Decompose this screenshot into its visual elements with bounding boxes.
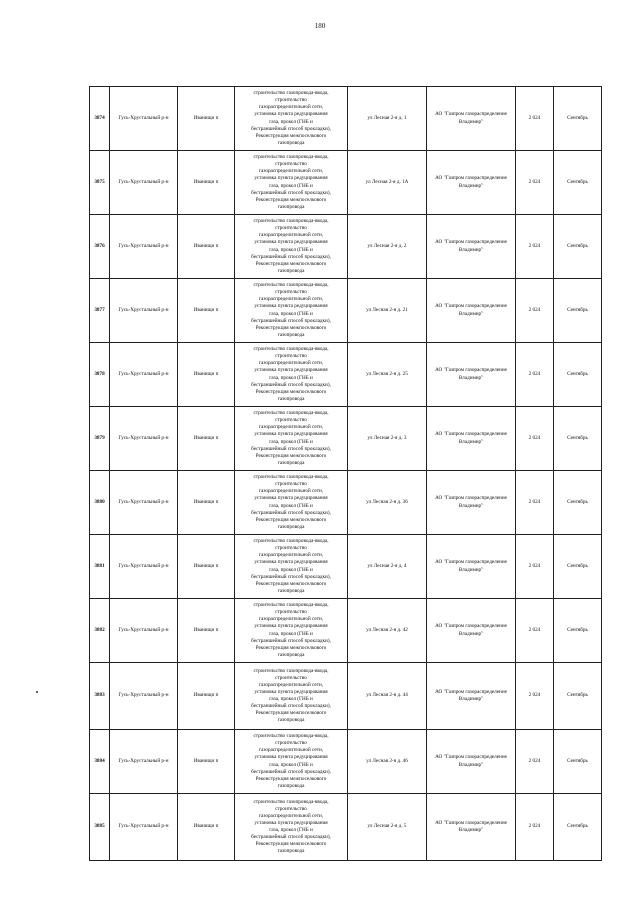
- address-cell: ул Лесная 2-я д. 2: [348, 215, 427, 279]
- work-description-line: газа, прокол (ГНБ и: [269, 438, 313, 445]
- address-cell: ул Лесная 2-я д. 1: [348, 87, 427, 151]
- work-description-line: газораспределительной сети,: [258, 488, 324, 495]
- table-row: [90, 87, 602, 151]
- work-description-line: бестраншейный способ прокладки),: [251, 834, 331, 841]
- work-description-line: установка пункта редуцирования: [254, 559, 328, 566]
- work-description-line: строительство газопровода-ввода,: [253, 538, 329, 545]
- table-row: [90, 407, 602, 471]
- row-number-cell: 3881: [90, 535, 110, 599]
- organization-line: АО "Газпром газораспределение: [435, 754, 507, 761]
- work-description-line: Реконструкция межпоселкового: [255, 196, 327, 203]
- work-description-line: строительство: [275, 417, 307, 424]
- district-cell: Гусь-Хрустальный р-н: [110, 663, 178, 730]
- work-description-line: строительство газопровода-ввода,: [253, 218, 329, 225]
- district-cell: Гусь-Хрустальный р-н: [110, 535, 178, 599]
- work-description-cell: [235, 215, 348, 279]
- table-row: [90, 730, 602, 794]
- settlement-cell: Иванищи п: [178, 730, 235, 794]
- work-description-line: бестраншейный способ прокладки),: [251, 768, 331, 775]
- work-description-line: газопровода: [277, 523, 305, 530]
- work-description-line: газа, прокол (ГНБ и: [269, 502, 313, 509]
- address-cell: ул Лесная 2-я д. 44: [348, 663, 427, 730]
- row-number-cell: 3875: [90, 151, 110, 215]
- work-description-line: установка пункта редуцирования: [254, 431, 328, 438]
- district-cell: Гусь-Хрустальный р-н: [110, 730, 178, 794]
- organization-cell: [427, 599, 516, 663]
- month-cell: Сентябрь: [554, 794, 602, 861]
- work-description-line: установка пункта редуцирования: [254, 303, 328, 310]
- work-description-line: газораспределительной сети,: [258, 104, 324, 111]
- organization-line: АО "Газпром газораспределение: [435, 239, 507, 246]
- organization-line: Владимир": [458, 374, 484, 381]
- work-description-line: Реконструкция межпоселкового: [255, 324, 327, 331]
- row-number-cell: 3877: [90, 279, 110, 343]
- work-description-line: строительство: [275, 481, 307, 488]
- work-description-line: установка пункта редуцирования: [254, 623, 328, 630]
- work-description-line: Реконструкция межпоселкового: [255, 775, 327, 782]
- organization-line: АО "Газпром газораспределение: [435, 111, 507, 118]
- work-description-line: бестраншейный способ прокладки),: [251, 573, 331, 580]
- month-cell: Сентябрь: [554, 599, 602, 663]
- district-cell: Гусь-Хрустальный р-н: [110, 794, 178, 861]
- district-cell: Гусь-Хрустальный р-н: [110, 87, 178, 151]
- settlement-cell: Иванищи п: [178, 663, 235, 730]
- work-description-line: газа, прокол (ГНБ и: [269, 696, 313, 702]
- organization-cell: [427, 471, 516, 535]
- address-cell: ул Лесная 2-я д. 21: [348, 279, 427, 343]
- work-description-line: установка пункта редуцирования: [254, 367, 328, 374]
- district-cell: Гусь-Хрустальный р-н: [110, 151, 178, 215]
- organization-line: Владимир": [458, 118, 484, 125]
- organization-line: АО "Газпром газораспределение: [435, 175, 507, 182]
- work-description-line: бестраншейный способ прокладки),: [251, 253, 331, 260]
- work-description-line: строительство газопровода-ввода,: [253, 410, 329, 417]
- work-description-line: газораспределительной сети,: [258, 552, 324, 559]
- work-description-line: установка пункта редуцирования: [254, 175, 328, 182]
- work-description-line: бестраншейный способ прокладки),: [251, 317, 331, 324]
- district-cell: Гусь-Хрустальный р-н: [110, 343, 178, 407]
- organization-line: АО "Газпром газораспределение: [435, 559, 507, 566]
- district-cell: Гусь-Хрустальный р-н: [110, 407, 178, 471]
- work-description-line: газопровода: [277, 395, 305, 402]
- work-description-line: бестраншейный способ прокладки),: [251, 381, 331, 388]
- organization-line: АО "Газпром газораспределение: [435, 431, 507, 438]
- organization-line: Владимир": [458, 310, 484, 317]
- work-description-cell: [235, 730, 348, 794]
- scan-speck: [36, 691, 38, 693]
- work-description-line: газораспределительной сети,: [258, 747, 324, 754]
- settlement-cell: Иванищи п: [178, 215, 235, 279]
- year-cell: 2 024: [516, 215, 554, 279]
- month-cell: Сентябрь: [554, 151, 602, 215]
- table-body: [90, 87, 602, 861]
- organization-line: АО "Газпром газораспределение: [435, 623, 507, 630]
- work-description-line: газа, прокол (ГНБ и: [269, 827, 313, 833]
- settlement-cell: Иванищи п: [178, 599, 235, 663]
- year-cell: 2 024: [516, 535, 554, 599]
- work-description-line: установка пункта редуцирования: [254, 819, 328, 826]
- month-cell: Сентябрь: [554, 471, 602, 535]
- work-description-line: газа, прокол (ГНБ и: [269, 182, 313, 189]
- work-description-line: газораспределительной сети,: [258, 424, 324, 431]
- month-cell: Сентябрь: [554, 407, 602, 471]
- settlement-cell: Иванищи п: [178, 343, 235, 407]
- work-description-line: газа, прокол (ГНБ и: [269, 630, 313, 637]
- work-description-line: газораспределительной сети,: [258, 360, 324, 367]
- row-number-cell: 3878: [90, 343, 110, 407]
- work-description-cell: [235, 663, 348, 730]
- work-description-line: газопровода: [277, 459, 305, 466]
- work-description-line: установка пункта редуцирования: [254, 688, 328, 695]
- organization-line: Владимир": [458, 182, 484, 189]
- district-cell: Гусь-Хрустальный р-н: [110, 279, 178, 343]
- settlement-cell: Иванищи п: [178, 151, 235, 215]
- settlement-cell: Иванищи п: [178, 471, 235, 535]
- district-cell: Гусь-Хрустальный р-н: [110, 599, 178, 663]
- year-cell: 2 024: [516, 663, 554, 730]
- work-description-line: газопровода: [277, 717, 305, 724]
- work-description-cell: [235, 471, 348, 535]
- page-number: 180: [314, 22, 326, 30]
- address-cell: ул Лесная 2-я д. 4: [348, 535, 427, 599]
- work-description-line: Реконструкция межпоселкового: [255, 516, 327, 523]
- work-description-line: строительство газопровода-ввода,: [253, 346, 329, 353]
- work-description-line: газопровода: [277, 267, 305, 274]
- work-description-line: газопровода: [277, 782, 305, 789]
- work-description-cell: [235, 407, 348, 471]
- work-description-line: строительство газопровода-ввода,: [253, 798, 329, 805]
- address-cell: ул Лесная 2-я д. 3: [348, 407, 427, 471]
- year-cell: 2 024: [516, 87, 554, 151]
- work-description-line: бестраншейный способ прокладки),: [251, 445, 331, 452]
- organization-line: Владимир": [458, 630, 484, 637]
- work-description-line: газа, прокол (ГНБ и: [269, 118, 313, 125]
- work-description-line: строительство газопровода-ввода,: [253, 474, 329, 481]
- work-description-line: строительство газопровода-ввода,: [253, 733, 329, 740]
- work-description-line: газопровода: [277, 848, 305, 855]
- settlement-cell: Иванищи п: [178, 87, 235, 151]
- work-description-line: Реконструкция межпоселкового: [255, 132, 327, 139]
- work-description-line: строительство: [275, 161, 307, 168]
- work-description-line: строительство газопровода-ввода,: [253, 90, 329, 97]
- organization-cell: [427, 663, 516, 730]
- month-cell: Сентябрь: [554, 535, 602, 599]
- address-cell: ул Лесная 2-я д. 42: [348, 599, 427, 663]
- organization-cell: [427, 407, 516, 471]
- row-number-cell: 3879: [90, 407, 110, 471]
- work-description-line: газа, прокол (ГНБ и: [269, 310, 313, 317]
- work-description-line: газораспределительной сети,: [258, 232, 324, 239]
- work-description-line: строительство: [275, 674, 307, 681]
- work-description-line: газа, прокол (ГНБ и: [269, 246, 313, 253]
- work-description-cell: [235, 87, 348, 151]
- settlement-cell: Иванищи п: [178, 535, 235, 599]
- address-cell: ул Лесная 2-я д. 36: [348, 471, 427, 535]
- work-description-line: газопровода: [277, 651, 305, 658]
- table-row: [90, 151, 602, 215]
- year-cell: 2 024: [516, 794, 554, 861]
- work-description-line: газораспределительной сети,: [258, 168, 324, 175]
- organization-line: АО "Газпром газораспределение: [435, 367, 507, 374]
- year-cell: 2 024: [516, 279, 554, 343]
- work-description-line: строительство газопровода-ввода,: [253, 154, 329, 161]
- work-description-line: газораспределительной сети,: [258, 812, 324, 819]
- year-cell: 2 024: [516, 599, 554, 663]
- row-number-cell: 3874: [90, 87, 110, 151]
- table-row: [90, 471, 602, 535]
- work-description-line: строительство: [275, 225, 307, 232]
- organization-cell: [427, 343, 516, 407]
- organization-line: Владимир": [458, 827, 484, 833]
- work-description-line: строительство: [275, 740, 307, 747]
- work-description-cell: [235, 343, 348, 407]
- district-cell: Гусь-Хрустальный р-н: [110, 215, 178, 279]
- table-row: [90, 343, 602, 407]
- month-cell: Сентябрь: [554, 87, 602, 151]
- row-number-cell: 3885: [90, 794, 110, 861]
- table-row: [90, 279, 602, 343]
- organization-line: АО "Газпром газораспределение: [435, 303, 507, 310]
- work-description-line: установка пункта редуцирования: [254, 239, 328, 246]
- organization-line: Владимир": [458, 438, 484, 445]
- address-cell: ул Лесная 2-я д. 1А: [348, 151, 427, 215]
- gasification-schedule-table: [89, 86, 602, 861]
- work-description-line: бестраншейный способ прокладки),: [251, 125, 331, 132]
- work-description-line: бестраншейный способ прокладки),: [251, 637, 331, 644]
- organization-cell: [427, 730, 516, 794]
- organization-cell: [427, 151, 516, 215]
- work-description-line: Реконструкция межпоселкового: [255, 841, 327, 848]
- table-row: [90, 663, 602, 730]
- year-cell: 2 024: [516, 343, 554, 407]
- work-description-line: строительство: [275, 609, 307, 616]
- work-description-line: Реконструкция межпоселкового: [255, 644, 327, 651]
- year-cell: 2 024: [516, 471, 554, 535]
- work-description-cell: [235, 151, 348, 215]
- organization-line: Владимир": [458, 566, 484, 573]
- work-description-line: Реконструкция межпоселкового: [255, 388, 327, 395]
- work-description-line: Реконструкция межпоселкового: [255, 710, 327, 717]
- table-row: [90, 535, 602, 599]
- work-description-line: бестраншейный способ прокладки),: [251, 189, 331, 196]
- address-cell: ул Лесная 2-я д. 25: [348, 343, 427, 407]
- work-description-line: установка пункта редуцирования: [254, 495, 328, 502]
- work-description-cell: [235, 535, 348, 599]
- organization-line: Владимир": [458, 502, 484, 509]
- work-description-line: Реконструкция межпоселкового: [255, 260, 327, 267]
- work-description-line: строительство газопровода-ввода,: [253, 602, 329, 609]
- month-cell: Сентябрь: [554, 730, 602, 794]
- settlement-cell: Иванищи п: [178, 407, 235, 471]
- row-number-cell: 3876: [90, 215, 110, 279]
- settlement-cell: Иванищи п: [178, 794, 235, 861]
- work-description-line: строительство газопровода-ввода,: [253, 667, 329, 674]
- table-row: [90, 794, 602, 861]
- table-row: [90, 215, 602, 279]
- table-row: [90, 599, 602, 663]
- work-description-line: газопровода: [277, 587, 305, 594]
- organization-cell: [427, 794, 516, 861]
- work-description-line: газопровода: [277, 139, 305, 146]
- address-cell: ул Лесная 2-я д. 5: [348, 794, 427, 861]
- work-description-line: Реконструкция межпоселкового: [255, 580, 327, 587]
- organization-cell: [427, 535, 516, 599]
- work-description-line: установка пункта редуцирования: [254, 754, 328, 761]
- work-description-line: газа, прокол (ГНБ и: [269, 374, 313, 381]
- work-description-line: строительство газопровода-ввода,: [253, 282, 329, 289]
- year-cell: 2 024: [516, 730, 554, 794]
- work-description-cell: [235, 794, 348, 861]
- settlement-cell: Иванищи п: [178, 279, 235, 343]
- organization-line: АО "Газпром газораспределение: [435, 819, 507, 826]
- work-description-line: строительство: [275, 545, 307, 552]
- work-description-cell: [235, 599, 348, 663]
- organization-line: Владимир": [458, 696, 484, 702]
- organization-cell: [427, 215, 516, 279]
- row-number-cell: 3882: [90, 599, 110, 663]
- address-cell: ул Лесная 2-я д. 46: [348, 730, 427, 794]
- work-description-line: строительство: [275, 97, 307, 104]
- work-description-line: газа, прокол (ГНБ и: [269, 761, 313, 768]
- organization-line: Владимир": [458, 761, 484, 768]
- work-description-line: установка пункта редуцирования: [254, 111, 328, 118]
- work-description-line: Реконструкция межпоселкового: [255, 452, 327, 459]
- organization-line: АО "Газпром газораспределение: [435, 495, 507, 502]
- work-description-line: бестраншейный способ прокладки),: [251, 703, 331, 710]
- organization-line: Владимир": [458, 246, 484, 253]
- work-description-line: газораспределительной сети,: [258, 296, 324, 303]
- organization-cell: [427, 87, 516, 151]
- work-description-line: газопровода: [277, 331, 305, 338]
- month-cell: Сентябрь: [554, 343, 602, 407]
- year-cell: 2 024: [516, 151, 554, 215]
- work-description-cell: [235, 279, 348, 343]
- work-description-line: газораспределительной сети,: [258, 616, 324, 623]
- organization-line: АО "Газпром газораспределение: [435, 688, 507, 695]
- work-description-line: строительство: [275, 353, 307, 360]
- district-cell: Гусь-Хрустальный р-н: [110, 471, 178, 535]
- work-description-line: газопровода: [277, 203, 305, 210]
- work-description-line: газораспределительной сети,: [258, 681, 324, 688]
- row-number-cell: 3880: [90, 471, 110, 535]
- row-number-cell: 3883: [90, 663, 110, 730]
- work-description-line: газа, прокол (ГНБ и: [269, 566, 313, 573]
- organization-cell: [427, 279, 516, 343]
- month-cell: Сентябрь: [554, 663, 602, 730]
- work-description-line: строительство: [275, 805, 307, 812]
- work-description-line: строительство: [275, 289, 307, 296]
- year-cell: 2 024: [516, 407, 554, 471]
- work-description-line: бестраншейный способ прокладки),: [251, 509, 331, 516]
- month-cell: Сентябрь: [554, 279, 602, 343]
- month-cell: Сентябрь: [554, 215, 602, 279]
- row-number-cell: 3884: [90, 730, 110, 794]
